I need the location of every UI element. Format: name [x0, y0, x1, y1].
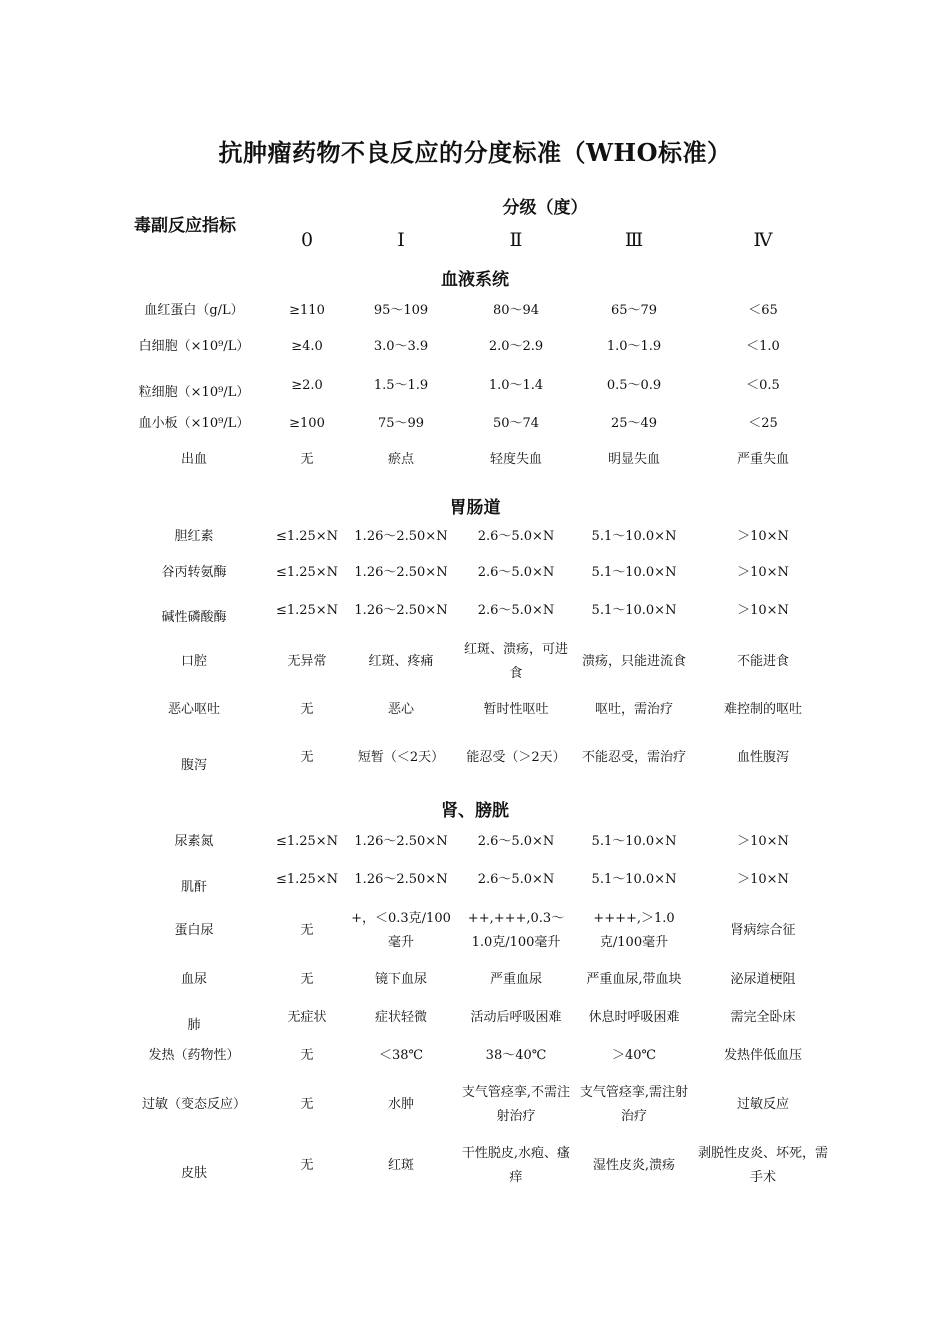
grade-cell-3: 5.1～10.0×N	[591, 603, 677, 618]
grade-cell-2: 严重血尿	[489, 972, 543, 987]
row-label: 肺	[187, 1018, 201, 1033]
grade-cell-0: 无症状	[287, 1010, 327, 1025]
grade-cell-3: 呕吐，需治疗	[594, 702, 674, 717]
grade-cell-0: 无	[300, 452, 314, 467]
grade-cell-3: 支气管痉挛,需注射治疗	[579, 1085, 689, 1124]
grade-cell-2: 80～94	[492, 303, 540, 318]
grade-cell-1: 1.26～2.50×N	[354, 603, 448, 618]
row-label: 白细胞（×10⁹/L）	[138, 339, 250, 354]
grade-cell-1: 1.26～2.50×N	[354, 529, 448, 544]
grade-cell-0: ≤1.25×N	[275, 529, 339, 544]
grade-cell-1: 短暂（＜2天）	[357, 750, 445, 765]
grade-cell-3: 明显失血	[607, 452, 661, 467]
grade-cell-0: ≤1.25×N	[275, 834, 339, 849]
grade-cell-1: 1.26～2.50×N	[354, 872, 448, 887]
grade-cell-0: ≥4.0	[291, 339, 323, 354]
grade-cell-1: 瘀点	[387, 452, 415, 467]
grade-cell-4: 剥脱性皮炎、坏死，需手术	[698, 1146, 829, 1185]
grade-cell-4: ＞10×N	[737, 834, 789, 849]
grade-cell-2: 能忍受（＞2天）	[466, 750, 566, 765]
row-label: 肌酐	[180, 880, 208, 895]
grade-cell-0: 无	[300, 1048, 314, 1063]
row-label: 粒细胞（×10⁹/L）	[138, 385, 250, 400]
grade-cell-0: 无	[300, 923, 314, 938]
grade-cell-1: 1.5～1.9	[373, 378, 429, 393]
grade-cell-2: 2.6～5.0×N	[477, 565, 555, 580]
grade-cell-2: 2.0～2.9	[488, 339, 544, 354]
grade-cell-4: 严重失血	[736, 452, 790, 467]
grade-cell-2: ++,+++,0.3～1.0克/100毫升	[467, 911, 565, 950]
grade-cell-1: 镜下血尿	[374, 972, 428, 987]
row-label: 胆红素	[174, 529, 214, 544]
grade-cell-2: 1.0～1.4	[488, 378, 544, 393]
grade-cell-4: ＜25	[748, 416, 778, 431]
grade-cell-4: 过敏反应	[736, 1097, 790, 1112]
grade-cell-4: ＜65	[748, 303, 778, 318]
grade-cell-3: 5.1～10.0×N	[591, 834, 677, 849]
grade-group-header: 分级（度）	[502, 198, 588, 218]
grade-cell-1: 1.26～2.50×N	[354, 565, 448, 580]
grade-cell-0: 无	[300, 702, 314, 717]
grade-cell-3: ＞40℃	[611, 1048, 657, 1063]
grade-cell-4: ＞10×N	[737, 603, 789, 618]
grade-cell-1: 75～99	[377, 416, 425, 431]
grade-header-3: Ⅲ	[624, 229, 644, 251]
row-label: 过敏（变态反应）	[141, 1097, 247, 1112]
grade-cell-2: 50～74	[492, 416, 540, 431]
grade-cell-3: 溃疡，只能进流食	[581, 654, 687, 669]
grade-cell-3: 25～49	[610, 416, 658, 431]
row-label: 发热（药物性）	[148, 1048, 240, 1063]
grade-cell-0: 无	[300, 1097, 314, 1112]
grade-cell-4: 需完全卧床	[730, 1010, 796, 1025]
grade-cell-3: 1.0～1.9	[606, 339, 662, 354]
page-title: 抗肿瘤药物不良反应的分度标准（WHO标准）	[218, 138, 732, 167]
grade-cell-1: +，＜0.3克/100毫升	[351, 911, 451, 950]
grade-cell-1: 95～109	[373, 303, 429, 318]
grade-cell-3: 5.1～10.0×N	[591, 529, 677, 544]
grade-cell-2: 轻度失血	[489, 452, 543, 467]
grade-cell-2: 红斑、溃疡，可进食	[463, 642, 568, 681]
row-label: 恶心呕吐	[167, 702, 221, 717]
grade-cell-1: 水肿	[387, 1097, 415, 1112]
grade-cell-0: ≤1.25×N	[275, 565, 339, 580]
grade-cell-2: 2.6～5.0×N	[477, 872, 555, 887]
grade-cell-4: 泌尿道梗阻	[730, 972, 796, 987]
grade-cell-4: 难控制的呕吐	[723, 702, 803, 717]
grade-header-2: Ⅱ	[509, 229, 523, 251]
grade-cell-2: 2.6～5.0×N	[477, 603, 555, 618]
grade-cell-3: 不能忍受，需治疗	[581, 750, 687, 765]
grade-cell-0: ≤1.25×N	[275, 872, 339, 887]
grade-cell-4: 肾病综合征	[730, 923, 796, 938]
grade-cell-2: 2.6～5.0×N	[477, 834, 555, 849]
row-label: 血红蛋白（g/L）	[144, 303, 244, 318]
grade-cell-2: 干性脱皮,水疱、瘙痒	[461, 1146, 571, 1185]
grade-cell-1: ＜38℃	[378, 1048, 424, 1063]
grade-cell-1: 1.26～2.50×N	[354, 834, 448, 849]
grade-header-1: Ⅰ	[397, 229, 405, 251]
row-label: 腹泻	[180, 758, 208, 773]
grade-cell-0: 无	[300, 750, 314, 765]
grade-cell-3: 5.1～10.0×N	[591, 565, 677, 580]
row-label: 尿素氮	[174, 834, 214, 849]
grade-cell-3: 65～79	[610, 303, 658, 318]
grade-cell-4: ＞10×N	[737, 872, 789, 887]
row-label: 蛋白尿	[174, 923, 214, 938]
grade-cell-3: 5.1～10.0×N	[591, 872, 677, 887]
grade-cell-0: ≥2.0	[291, 378, 323, 393]
grade-cell-4: 不能进食	[736, 654, 790, 669]
indicator-header: 毒副反应指标	[134, 216, 236, 236]
grade-cell-1: 恶心	[387, 702, 415, 717]
grade-cell-4: 血性腹泻	[736, 750, 790, 765]
grade-cell-1: 3.0～3.9	[373, 339, 429, 354]
grade-cell-0: ≤1.25×N	[275, 603, 339, 618]
row-label: 谷丙转氨酶	[161, 565, 227, 580]
section-heading: 血液系统	[441, 270, 509, 290]
section-heading: 胃肠道	[449, 498, 501, 518]
grade-cell-3: ++++,＞1.0克/100毫升	[593, 911, 675, 950]
grade-cell-3: 湿性皮炎,溃疡	[592, 1158, 676, 1173]
grade-cell-4: ＞10×N	[737, 529, 789, 544]
grade-cell-0: ≥110	[289, 303, 325, 318]
grade-cell-4: ＜0.5	[746, 378, 780, 393]
grade-cell-4: ＞10×N	[737, 565, 789, 580]
row-label: 口腔	[180, 654, 208, 669]
row-label: 血尿	[180, 972, 208, 987]
grade-cell-3: 严重血尿,带血块	[586, 972, 682, 987]
grade-cell-0: 无	[300, 1158, 314, 1173]
grade-cell-3: 0.5～0.9	[606, 378, 662, 393]
row-label: 皮肤	[180, 1166, 208, 1181]
section-heading: 肾、膀胱	[441, 801, 509, 821]
grade-cell-4: ＜1.0	[746, 339, 780, 354]
row-label: 碱性磷酸酶	[161, 610, 227, 625]
grade-cell-0: ≥100	[289, 416, 325, 431]
grade-cell-0: 无	[300, 972, 314, 987]
grade-cell-1: 红斑	[387, 1158, 415, 1173]
grade-cell-2: 暂时性呕吐	[483, 702, 549, 717]
grade-cell-4: 发热伴低血压	[723, 1048, 803, 1063]
grade-cell-2: 2.6～5.0×N	[477, 529, 555, 544]
grade-cell-2: 支气管痉挛,不需注射治疗	[461, 1085, 571, 1124]
grade-cell-1: 症状轻微	[374, 1010, 428, 1025]
grade-header-0: 0	[300, 229, 314, 251]
grade-cell-1: 红斑、疼痛	[368, 654, 434, 669]
row-label: 出血	[180, 452, 208, 467]
grade-cell-0: 无异常	[287, 654, 327, 669]
grade-cell-2: 活动后呼吸困难	[470, 1010, 562, 1025]
row-label: 血小板（×10⁹/L）	[138, 416, 250, 431]
grade-header-4: Ⅳ	[753, 229, 773, 251]
grade-cell-3: 休息时呼吸困难	[588, 1010, 680, 1025]
grade-cell-2: 38～40℃	[485, 1048, 547, 1063]
